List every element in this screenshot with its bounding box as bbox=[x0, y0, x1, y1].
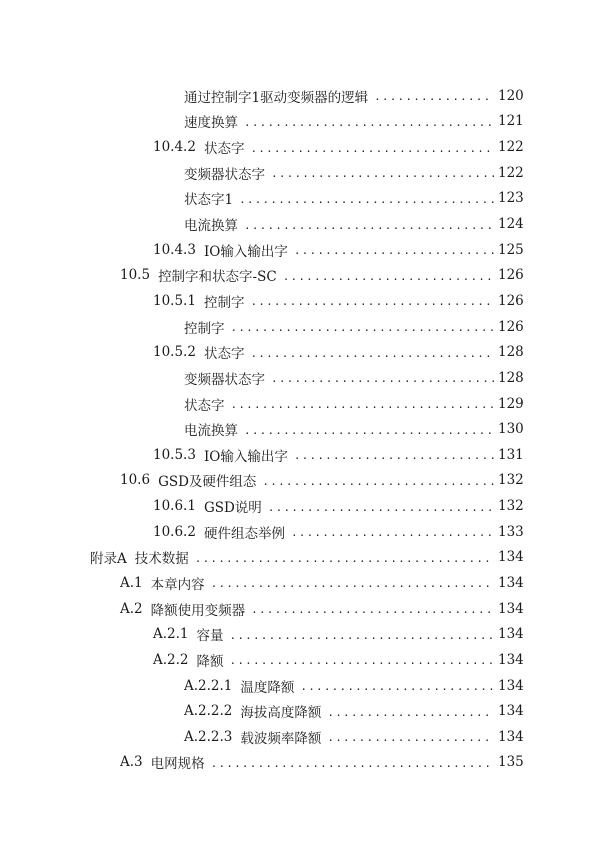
toc-entry-page-number: 126 bbox=[498, 267, 524, 284]
toc-entry[interactable] bbox=[0, 442, 611, 468]
dot-leader bbox=[244, 117, 494, 128]
toc-entry[interactable] bbox=[0, 596, 611, 622]
toc-entry-page-number: 132 bbox=[498, 498, 524, 515]
toc-entry[interactable] bbox=[0, 545, 611, 571]
dot-leader bbox=[262, 476, 494, 487]
toc-entry-number: 10.5.3 bbox=[153, 446, 196, 463]
toc-entry-number: A.1 bbox=[120, 574, 143, 591]
toc-entry[interactable] bbox=[0, 750, 611, 776]
dot-leader bbox=[211, 578, 494, 589]
dot-leader bbox=[244, 220, 494, 231]
toc-entry-title: 载波频率降额 bbox=[240, 730, 322, 747]
toc-entry-page-number: 134 bbox=[498, 574, 524, 591]
toc-entry[interactable] bbox=[0, 673, 611, 699]
dot-leader bbox=[268, 502, 494, 513]
toc-entry-page-number: 121 bbox=[498, 113, 524, 130]
toc-entry-number: 10.5 bbox=[120, 267, 151, 284]
dot-leader bbox=[294, 245, 494, 256]
toc-entry-title: 状态字 bbox=[203, 141, 245, 158]
toc-entry[interactable] bbox=[0, 83, 611, 109]
toc-entry-number: 10.5.1 bbox=[153, 292, 196, 309]
dot-leader bbox=[244, 425, 494, 436]
toc-entry-page-number: 128 bbox=[498, 344, 524, 361]
dot-leader bbox=[271, 168, 494, 179]
toc-entry-page-number: 135 bbox=[498, 754, 524, 771]
dot-leader bbox=[250, 348, 494, 359]
toc-entry-page-number: 134 bbox=[498, 626, 524, 643]
toc-entry-title: 电流换算 bbox=[184, 423, 238, 440]
toc-entry-page-number: 134 bbox=[498, 651, 524, 668]
dot-leader bbox=[195, 553, 494, 564]
toc-entry[interactable] bbox=[0, 391, 611, 417]
toc-entry[interactable] bbox=[0, 339, 611, 365]
dot-leader bbox=[231, 399, 495, 410]
dot-leader bbox=[291, 527, 494, 538]
toc-entry-title: 控制字 bbox=[203, 294, 245, 311]
toc-entry-title: IO输入输出字 bbox=[203, 448, 288, 465]
toc-entry-page-number: 130 bbox=[498, 421, 524, 438]
toc-entry-page-number: 122 bbox=[498, 139, 524, 156]
dot-leader bbox=[294, 450, 494, 461]
toc-entry[interactable] bbox=[0, 160, 611, 186]
dot-leader bbox=[327, 707, 494, 718]
toc-entry-title: 温度降额 bbox=[240, 679, 295, 696]
toc-entry[interactable] bbox=[0, 237, 611, 263]
toc-entry-page-number: 132 bbox=[498, 472, 524, 489]
toc-entry[interactable] bbox=[0, 186, 611, 212]
dot-leader bbox=[239, 194, 494, 205]
toc-entry-title: 海拔高度降额 bbox=[240, 705, 322, 722]
toc-entry[interactable] bbox=[0, 519, 611, 545]
toc-entry-title: IO输入输出字 bbox=[203, 243, 288, 260]
dot-leader bbox=[230, 630, 494, 641]
toc-entry-number: A.2.2 bbox=[153, 651, 189, 668]
toc-entry-title: 变频器状态字 bbox=[184, 371, 265, 388]
toc-entry-title: 控制字和状态字-SC bbox=[158, 269, 277, 286]
toc-entry-page-number: 129 bbox=[498, 395, 524, 412]
toc-entry-number: A.2.2.2 bbox=[184, 703, 233, 720]
toc-entry[interactable] bbox=[0, 365, 611, 391]
toc-entry-page-number: 124 bbox=[498, 216, 524, 233]
toc-entry-number: A.2.1 bbox=[153, 626, 189, 643]
toc-entry-title: 状态字 bbox=[184, 397, 225, 414]
toc-entry[interactable] bbox=[0, 262, 611, 288]
toc-entry-page-number: 122 bbox=[498, 164, 524, 181]
dot-leader bbox=[271, 373, 494, 384]
toc-entry[interactable] bbox=[0, 288, 611, 314]
toc-entry-page-number: 120 bbox=[498, 87, 524, 104]
toc-entry[interactable] bbox=[0, 211, 611, 237]
toc-entry-page-number: 125 bbox=[498, 241, 524, 258]
toc-entry-number: A.2 bbox=[120, 600, 143, 617]
toc-entry-number: 10.6 bbox=[120, 472, 151, 489]
dot-leader bbox=[250, 296, 494, 307]
dot-leader bbox=[374, 91, 494, 102]
dot-leader bbox=[250, 143, 494, 154]
toc-entry-title: 控制字 bbox=[184, 320, 225, 337]
toc-entry-title: 容量 bbox=[196, 628, 224, 645]
toc-entry-page-number: 134 bbox=[498, 703, 524, 720]
toc-entry-page-number: 134 bbox=[498, 677, 524, 694]
toc-entry-title: 状态字1 bbox=[184, 192, 234, 209]
dot-leader bbox=[327, 732, 494, 743]
toc-entry-page-number: 126 bbox=[498, 292, 524, 309]
toc-entry[interactable] bbox=[0, 570, 611, 596]
toc-entry-page-number: 134 bbox=[498, 549, 524, 566]
toc-entry[interactable] bbox=[0, 134, 611, 160]
toc-entry[interactable] bbox=[0, 647, 611, 673]
toc-entry-page-number: 128 bbox=[498, 369, 524, 386]
toc-entry-title: 降额使用变频器 bbox=[150, 602, 246, 619]
dot-leader bbox=[231, 322, 495, 333]
toc-entry-title: 降额 bbox=[196, 653, 224, 670]
toc-entry-page-number: 126 bbox=[498, 318, 524, 335]
toc-entry-number: 10.6.1 bbox=[153, 498, 196, 515]
toc-entry[interactable] bbox=[0, 621, 611, 647]
table-of-contents bbox=[0, 83, 611, 775]
toc-entry-title: 通过控制字1驱动变频器的逻辑 bbox=[184, 89, 369, 106]
toc-entry[interactable] bbox=[0, 724, 611, 750]
dot-leader bbox=[300, 681, 494, 692]
toc-entry-title: 电流换算 bbox=[184, 218, 238, 235]
toc-entry-page-number: 133 bbox=[498, 523, 524, 540]
toc-entry-number: 10.4.2 bbox=[153, 139, 196, 156]
toc-entry-title: GSD说明 bbox=[203, 500, 262, 517]
dot-leader bbox=[251, 604, 494, 615]
toc-entry[interactable] bbox=[0, 698, 611, 724]
toc-entry-number: 10.4.3 bbox=[153, 241, 196, 258]
toc-entry-page-number: 123 bbox=[498, 190, 524, 207]
dot-leader bbox=[230, 655, 494, 666]
toc-entry-title: GSD及硬件组态 bbox=[158, 474, 257, 491]
toc-entry-page-number: 134 bbox=[498, 728, 524, 745]
toc-entry-number: 10.6.2 bbox=[153, 523, 196, 540]
toc-entry-number: 附录A bbox=[90, 551, 127, 568]
toc-entry-page-number: 131 bbox=[498, 446, 524, 463]
toc-entry-number: 10.5.2 bbox=[153, 344, 196, 361]
toc-entry-number: A.2.2.3 bbox=[184, 728, 233, 745]
dot-leader bbox=[211, 758, 494, 769]
toc-entry-title: 技术数据 bbox=[134, 551, 189, 568]
toc-entry-page-number: 134 bbox=[498, 600, 524, 617]
toc-entry[interactable] bbox=[0, 109, 611, 135]
toc-entry[interactable] bbox=[0, 468, 611, 494]
toc-entry-title: 电网规格 bbox=[150, 756, 205, 773]
toc-entry-title: 变频器状态字 bbox=[184, 166, 265, 183]
dot-leader bbox=[283, 271, 494, 282]
toc-entry[interactable] bbox=[0, 314, 611, 340]
toc-entry-title: 速度换算 bbox=[184, 115, 238, 132]
toc-entry-title: 硬件组态举例 bbox=[203, 525, 285, 542]
toc-entry[interactable] bbox=[0, 493, 611, 519]
toc-entry-title: 本章内容 bbox=[150, 576, 205, 593]
toc-entry-number: A.2.2.1 bbox=[184, 677, 233, 694]
toc-entry[interactable] bbox=[0, 416, 611, 442]
toc-entry-title: 状态字 bbox=[203, 346, 245, 363]
toc-entry-number: A.3 bbox=[120, 754, 143, 771]
